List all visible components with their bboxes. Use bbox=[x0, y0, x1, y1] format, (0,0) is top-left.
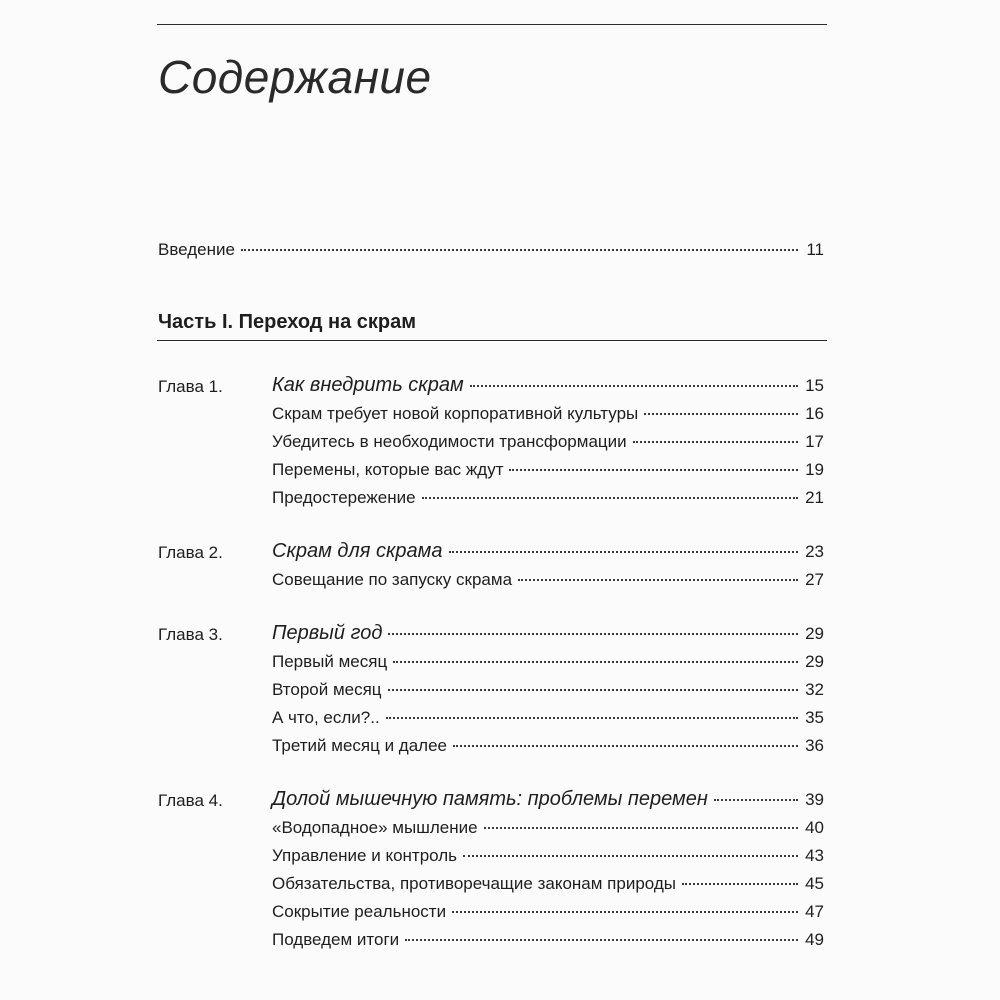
toc-entry-section[interactable] bbox=[272, 846, 824, 870]
toc-entry-chapter[interactable] bbox=[272, 622, 824, 646]
chapter-title: Первый год bbox=[272, 622, 383, 644]
toc-entry-intro[interactable] bbox=[158, 240, 824, 264]
toc-entry-section[interactable] bbox=[272, 874, 824, 898]
dot-leader bbox=[405, 939, 798, 941]
dot-leader bbox=[449, 551, 799, 553]
toc-entry-section[interactable] bbox=[272, 736, 824, 760]
toc-entry-chapter[interactable] bbox=[272, 788, 824, 812]
section-title: Скрам требует новой корпоративной культуры bbox=[272, 404, 639, 423]
chapter-title: Долой мышечную память: проблемы перемен bbox=[272, 788, 708, 810]
page-number: 23 bbox=[805, 542, 824, 561]
toc-entry-section[interactable] bbox=[272, 570, 824, 594]
page-number: 27 bbox=[805, 570, 824, 589]
part-title: Часть I. Переход на скрам bbox=[158, 311, 417, 333]
top-rule bbox=[157, 24, 827, 25]
dot-leader bbox=[509, 469, 798, 471]
toc-entry-chapter[interactable] bbox=[272, 374, 824, 398]
toc-entry-section[interactable] bbox=[272, 902, 824, 926]
dot-leader bbox=[388, 633, 798, 635]
page-number: 32 bbox=[805, 680, 824, 699]
toc-entry-section[interactable] bbox=[272, 680, 824, 704]
section-title: Сокрытие реальности bbox=[272, 902, 447, 921]
section-title: Перемены, которые вас ждут bbox=[272, 460, 504, 479]
page-number: 15 bbox=[805, 376, 824, 395]
page-number: 43 bbox=[805, 846, 824, 865]
section-title: Предостережение bbox=[272, 488, 416, 507]
toc-entry-section[interactable] bbox=[272, 708, 824, 732]
page-number: 29 bbox=[805, 624, 824, 643]
dot-leader bbox=[714, 799, 798, 801]
toc-entry-section[interactable] bbox=[272, 652, 824, 676]
dot-leader bbox=[386, 717, 798, 719]
page-number: 16 bbox=[805, 404, 824, 423]
section-title: Подведем итоги bbox=[272, 930, 400, 949]
page-number: 17 bbox=[805, 432, 824, 451]
page-title: Содержание bbox=[158, 51, 432, 103]
entry-title: Введение bbox=[158, 240, 235, 259]
page-number: 19 bbox=[805, 460, 824, 479]
page-number: 47 bbox=[805, 902, 824, 921]
dot-leader bbox=[518, 579, 798, 581]
section-title: Совещание по запуску скрама bbox=[272, 570, 513, 589]
dot-leader bbox=[241, 249, 798, 251]
page-number: 21 bbox=[805, 488, 824, 507]
dot-leader bbox=[470, 385, 798, 387]
section-title: Первый месяц bbox=[272, 652, 388, 671]
section-title: А что, если?.. bbox=[272, 708, 380, 727]
section-title: «Водопадное» мышление bbox=[272, 818, 478, 837]
section-title: Третий месяц и далее bbox=[272, 736, 448, 755]
chapter-label: Глава 3. bbox=[158, 625, 223, 644]
toc-entry-chapter[interactable] bbox=[272, 540, 824, 564]
section-title: Второй месяц bbox=[272, 680, 382, 699]
dot-leader bbox=[452, 911, 798, 913]
page-number: 35 bbox=[805, 708, 824, 727]
chapter-label: Глава 2. bbox=[158, 543, 223, 562]
page-number: 39 bbox=[805, 790, 824, 809]
chapter-label: Глава 1. bbox=[158, 377, 223, 396]
dot-leader bbox=[682, 883, 798, 885]
chapter-label: Глава 4. bbox=[158, 791, 223, 810]
part-rule bbox=[157, 340, 827, 341]
dot-leader bbox=[388, 689, 798, 691]
section-title: Управление и контроль bbox=[272, 846, 458, 865]
page-number: 36 bbox=[805, 736, 824, 755]
chapter-title: Скрам для скрама bbox=[272, 540, 443, 562]
section-title: Обязательства, противоречащие законам природы bbox=[272, 874, 677, 893]
page-number: 29 bbox=[805, 652, 824, 671]
dot-leader bbox=[463, 855, 798, 857]
page-number: 45 bbox=[805, 874, 824, 893]
toc-entry-section[interactable] bbox=[272, 404, 824, 428]
dot-leader bbox=[453, 745, 798, 747]
dot-leader bbox=[484, 827, 798, 829]
toc-entry-section[interactable] bbox=[272, 818, 824, 842]
toc-entry-section[interactable] bbox=[272, 930, 824, 954]
toc-entry-section[interactable] bbox=[272, 460, 824, 484]
page-number: 49 bbox=[805, 930, 824, 949]
dot-leader bbox=[393, 661, 798, 663]
page-number: 40 bbox=[805, 818, 824, 837]
toc-entry-section[interactable] bbox=[272, 488, 824, 512]
dot-leader bbox=[422, 497, 798, 499]
page-number: 11 bbox=[806, 240, 824, 259]
section-title: Убедитесь в необходимости трансформации bbox=[272, 432, 627, 451]
toc-entry-section[interactable] bbox=[272, 432, 824, 456]
chapter-title: Как внедрить скрам bbox=[272, 374, 464, 396]
dot-leader bbox=[644, 413, 798, 415]
dot-leader bbox=[633, 441, 798, 443]
